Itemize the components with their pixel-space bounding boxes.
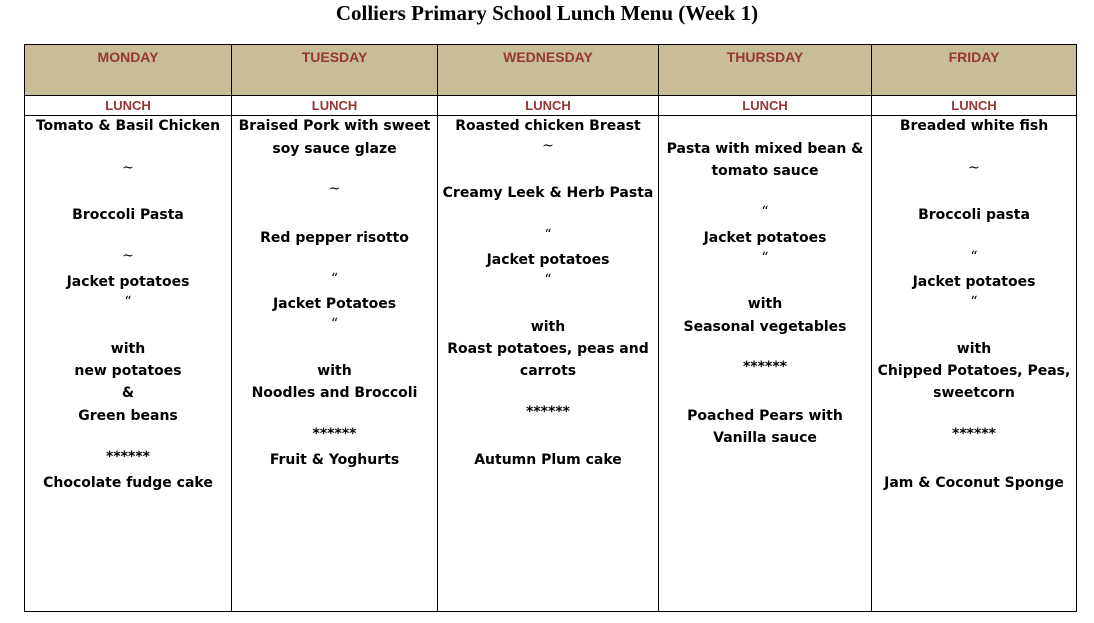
menu-line: Breaded white fish [899,118,1049,134]
menu-line: Chipped Potatoes, Peas, [877,363,1071,379]
menu-separator: ****** [526,404,570,420]
menu-separator: ****** [743,359,787,375]
menu-line: Fruit & Yoghurts [269,452,400,468]
menu-column-thursday [659,116,872,612]
menu-line: Chocolate fudge cake [43,475,213,491]
menu-line: Jam & Coconut Sponge [884,475,1064,491]
menu-separator: ~ [122,248,134,264]
menu-separator: ****** [312,426,357,442]
menu-line: carrots [519,363,577,379]
meal-label-thursday: LUNCH [659,96,872,116]
menu-table [24,44,1077,612]
menu-separator: “ [330,316,339,332]
menu-line: Braised Pork with sweet [238,118,431,134]
menu-line: Noodles and Broccoli [251,385,418,401]
menu-line: new potatoes [74,363,182,379]
menu-separator: “ [970,249,978,265]
menu-line: with [530,319,566,335]
menu-line: Creamy Leek & Herb Pasta [442,185,654,201]
meal-label-monday: LUNCH [25,96,232,116]
menu-separator: “ [970,294,978,310]
menu-separator: ~ [968,160,980,176]
day-header-wednesday: WEDNESDAY [438,45,659,96]
menu-line: Vanilla sauce [713,430,817,446]
day-header-tuesday: TUESDAY [232,45,438,96]
menu-separator: “ [761,250,769,266]
menu-line: & [121,385,135,401]
menu-column-tuesday [232,116,438,612]
menu-line: Jacket potatoes [486,252,610,268]
day-header-monday: MONDAY [25,45,232,96]
menu-line: Jacket Potatoes [272,296,397,312]
meal-label-wednesday: LUNCH [438,96,659,116]
menu-line: tomato sauce [711,163,819,179]
menu-line: Green beans [78,408,178,424]
menu-line: Seasonal vegetables [683,319,847,335]
page-title: Colliers Primary School Lunch Menu (Week 1) [335,1,759,25]
menu-separator: “ [124,294,132,310]
menu-line: with [747,296,783,312]
menu-column-wednesday [438,116,659,612]
menu-line: Jacket potatoes [66,274,190,290]
menu-line: Jacket potatoes [703,230,827,246]
menu-line: with [110,341,146,357]
menu-separator: “ [544,227,552,243]
menu-separator: “ [330,271,339,287]
meal-label-tuesday: LUNCH [232,96,438,116]
menu-separator: ****** [952,426,996,442]
menu-line: Poached Pears with [687,408,843,424]
day-header-friday: FRIDAY [872,45,1077,96]
menu-separator: “ [761,204,769,220]
menu-line: Red pepper risotto [260,230,409,246]
menu-separator: ~ [122,160,134,176]
menu-line: Tomato & Basil Chicken [35,118,221,134]
menu-separator: ~ [542,138,554,154]
menu-separator: ~ [328,181,341,197]
menu-line: soy sauce glaze [272,141,397,157]
menu-line: with [956,341,992,357]
menu-separator: “ [544,272,552,288]
menu-column-monday [25,116,232,612]
menu-line: with [317,363,352,379]
menu-line: Autumn Plum cake [474,452,622,468]
menu-line: Pasta with mixed bean & [666,141,864,157]
menu-line: Roasted chicken Breast [455,118,641,134]
meal-label-friday: LUNCH [872,96,1077,116]
menu-line: Broccoli Pasta [72,207,184,223]
menu-line: Roast potatoes, peas and [447,341,649,357]
menu-column-friday [872,116,1077,612]
menu-line: sweetcorn [933,385,1015,401]
menu-line: Broccoli pasta [918,207,1030,223]
day-header-thursday: THURSDAY [659,45,872,96]
menu-separator: ****** [106,449,150,465]
menu-line: Jacket potatoes [912,274,1036,290]
